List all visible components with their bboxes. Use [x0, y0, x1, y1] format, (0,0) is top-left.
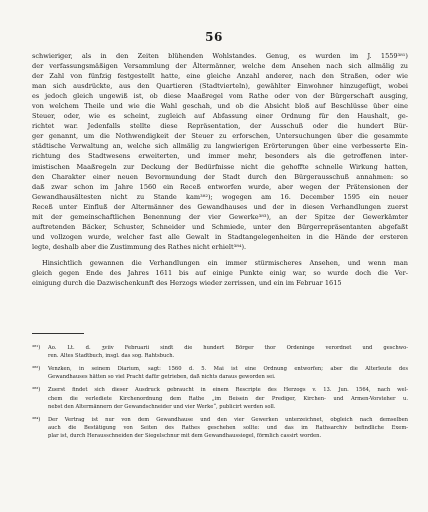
text-line: auftretenden Bäcker, Schuster, Schneider und Schmiede, unter den Bürgerrepräsentanten abgefaßt	[32, 222, 408, 231]
footnote-line: plar ist, durch Herausschneiden der Siegelschnur mit dem Gewandhaussiegel, förmlich cassirt worden.	[48, 433, 322, 440]
text-line: Steuer, oder, wie es scheint, zugleich auf Abfassung einer Ordnung für den Haushalt, ge-	[32, 112, 408, 121]
text-line: und vollzogen wurde, welcher fast alle Gewalt in Stadtangelegenheiten in die Hände der ersteren	[32, 232, 408, 241]
footnotes	[32, 344, 408, 445]
text-line: richtet war. Jedenfalls stellte diese Repräsentation, der Ausschuß oder die hundert Bür-	[32, 122, 408, 131]
text-line: es jedoch gleich ungewiß ist, ob diese Maaßregel vom Rathe oder von der Bürgerschaft ausging,	[32, 92, 408, 101]
footnote-text: Zuerst findet sich dieser Ausdruck gebraucht in einem Rescripte des Herzogs v. 13. Jun. 1564, nach wel-	[48, 387, 408, 394]
text-line: daß zwar schon im Jahre 1560 ein Receß entworfen wurde, aber wegen der Prätensionen der	[32, 182, 408, 191]
text-line: städtische Verwaltung an, welche sich allmälig zu langwierigen Erörterungen über eine verbesserte Ein-	[32, 142, 408, 151]
footnote-line: ren. Altes Stadtbuch, insgl. das sog. Rahtsbuch.	[48, 353, 175, 360]
text-line: ger genannt, um die Nothwendigkeit der Steuer zu erforschen, Untersuchungen über die gesammte	[32, 132, 408, 141]
text-line: gleich gegen Ende des Jahres 1611 bis auf einige Punkte einig war, so wurde doch die Ver-	[32, 268, 408, 277]
footnote	[32, 386, 408, 411]
footnote-marker: ³⁸³)	[32, 387, 41, 394]
text-line: Gewandhausältesten nicht zu Stande kam³⁸²); wogegen am 16. December 1595 ein neuer	[32, 192, 408, 201]
text-line: der verfassungsmäßigen Versammlung der Ältermänner, welche dem Ansehen nach sich allmälig zu	[32, 62, 408, 71]
footnote-text: Venzken, in seinem Diarium, sagt: 1560 d. 5. Mai ist eine Ordnung entworfen; aber die Alterleute des	[48, 366, 408, 373]
footnote-marker: ³⁸¹)	[32, 345, 41, 351]
text-line: der Zahl von fünfzig festgestellt hatte, eine gleiche Anzahl anderer, nach den Straßen, oder wie	[32, 72, 408, 81]
footnote-text: Der Vertrag ist nur von dem Gewandhause und den vier Gewerken unterzeichnet, obgleich nach demselben	[48, 416, 408, 423]
footnote-line	[32, 386, 408, 394]
footnote	[32, 416, 408, 441]
text-line: schwieriger, als in den Zeiten blühenden Wohlstandes. Genug, es wurden im J. 1559³⁸¹)	[32, 52, 408, 60]
text-line: von welchem Theile und wie die Wahl geschah, und ob die Absicht bloß auf Beschlüsse über eine	[32, 102, 408, 111]
text-line: den Charakter einer neuen Bevormundung der Stadt durch den Bürgerausschuß annahmen: so	[32, 172, 408, 181]
footnote-text: Ao. Lt. d. ʒviiv Februarii sindt die hundert Börger thor Ordeninge verordnet und geschwo-	[48, 345, 408, 351]
footnote-marker: ³⁸²)	[32, 366, 41, 373]
footnote-line	[32, 416, 408, 424]
footnote-line: Gewandhauses hätten so viel Pracht dafür getrieben, daß nichts daraus geworden sei.	[48, 374, 276, 381]
footnote-divider	[32, 333, 84, 334]
paragraph-1	[32, 51, 408, 252]
text-line: richtung des Stadtwesens erweiterten, und immer mehr, besonders als die getroffenen inter-	[32, 152, 408, 161]
footnote-marker: ³⁸⁴)	[32, 416, 41, 423]
text-line: legte, deshalb aber die Zustimmung des Rathes nicht erhielt³⁸⁴).	[32, 242, 247, 251]
footnote-line: auch die Bestätigung von Seiten des Rathes geschehen sollte: und das im Rathsarchiv befindliche Exem-	[48, 425, 408, 432]
footnote-line	[32, 365, 408, 373]
paragraph-2	[32, 258, 408, 288]
text-line: einigung durch die Dazwischenkunft des Herzogs wieder zerrissen, und ein im Februar 1615	[32, 279, 342, 288]
text-line: Receß unter Einfluß der Altermänner des Gewandhauses und der in diesen Verhandlungen zuerst	[32, 202, 408, 211]
footnote-line	[32, 344, 408, 352]
text-line: mit der gemeinschaftlichen Benennung der vier Gewerke³⁸³), an der Spitze der Gewerkämter	[32, 212, 408, 221]
footnote-line: nebst den Altermännern der Gewandschneider und vier Werke“, publicirt werden soll.	[48, 403, 276, 410]
body-text	[32, 51, 408, 288]
page-number: 56	[205, 30, 223, 44]
text-line: Hinsichtlich gewannen die Verhandlungen ein immer stürmischeres Ansehen, und wenn man	[42, 258, 408, 267]
text-line: imistischen Maaßregeln zur Deckung der Bedürfnisse nicht die gehoffte schnelle Wirkung hatten,	[32, 162, 408, 171]
text-line: man sich ausdrückte, aus den Quartieren (Stadtvierteln), gewählter Einwohner hinzugefügt, wobei	[32, 82, 408, 91]
footnote-line: chem die verlediete Kirchenordnung dem Rathe „im Beisein der Prediger, Kirchen- und Armen-Vorsteher u.	[48, 395, 408, 402]
footnote	[32, 365, 408, 382]
footnote	[32, 344, 408, 361]
